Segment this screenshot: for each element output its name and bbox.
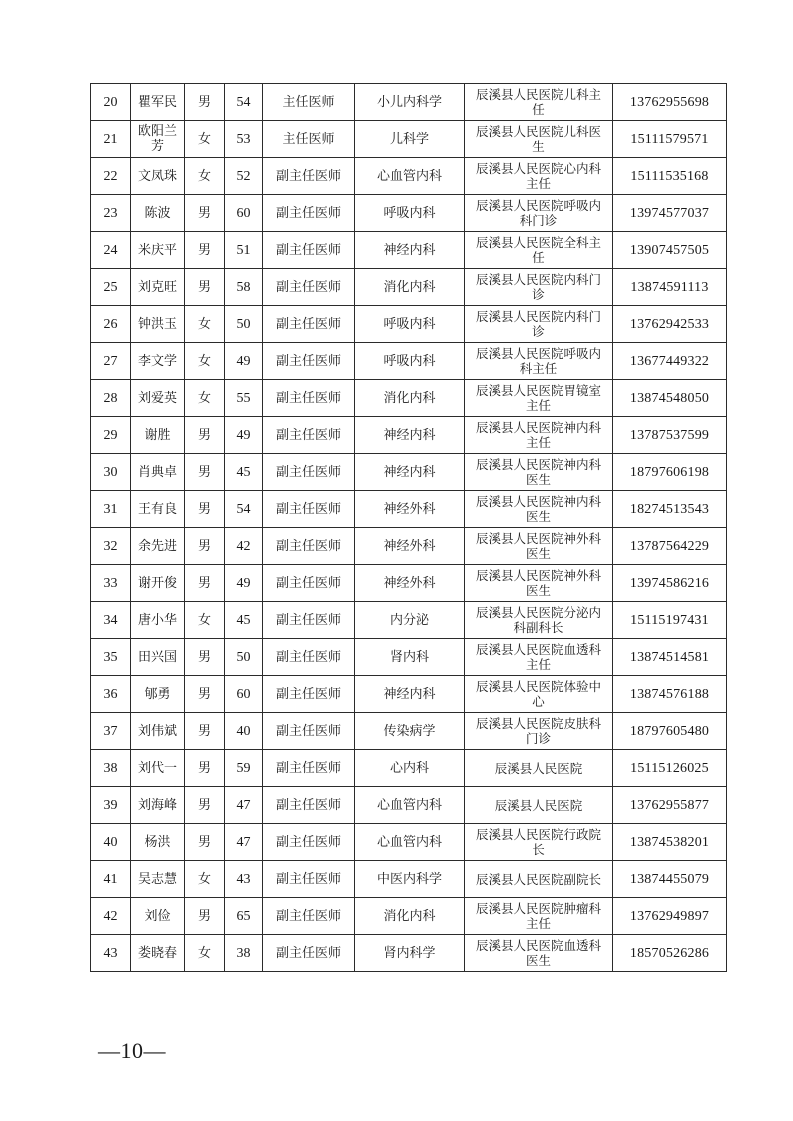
gender-cell: 男 (185, 195, 225, 232)
gender-cell: 男 (185, 639, 225, 676)
age-cell: 43 (225, 861, 263, 898)
title-cell: 副主任医师 (263, 935, 355, 972)
table-row (91, 84, 727, 121)
table-row (91, 491, 727, 528)
gender-cell: 男 (185, 417, 225, 454)
specialty-cell: 神经内科 (355, 232, 465, 269)
name-cell: 杨洪 (131, 824, 185, 861)
table-row (91, 750, 727, 787)
table-row (91, 713, 727, 750)
row-number-cell: 21 (91, 121, 131, 158)
row-number-cell: 20 (91, 84, 131, 121)
table-row (91, 602, 727, 639)
table-body (91, 84, 727, 972)
unit-cell: 辰溪县人民医院皮肤科门诊 (465, 713, 613, 750)
specialty-cell: 心血管内科 (355, 158, 465, 195)
title-cell: 主任医师 (263, 84, 355, 121)
phone-cell: 13762942533 (613, 306, 727, 343)
row-number-cell: 23 (91, 195, 131, 232)
name-cell: 王有良 (131, 491, 185, 528)
gender-cell: 男 (185, 824, 225, 861)
specialty-cell: 小儿内科学 (355, 84, 465, 121)
title-cell: 副主任医师 (263, 824, 355, 861)
phone-cell: 13874591113 (613, 269, 727, 306)
table-row (91, 898, 727, 935)
gender-cell: 男 (185, 84, 225, 121)
phone-cell: 13787564229 (613, 528, 727, 565)
age-cell: 42 (225, 528, 263, 565)
specialty-cell: 神经内科 (355, 417, 465, 454)
age-cell: 40 (225, 713, 263, 750)
unit-cell: 辰溪县人民医院儿科主任 (465, 84, 613, 121)
age-cell: 38 (225, 935, 263, 972)
specialty-cell: 神经外科 (355, 528, 465, 565)
age-cell: 54 (225, 491, 263, 528)
title-cell: 副主任医师 (263, 380, 355, 417)
specialty-cell: 内分泌 (355, 602, 465, 639)
unit-cell: 辰溪县人民医院全科主任 (465, 232, 613, 269)
age-cell: 47 (225, 824, 263, 861)
table-row (91, 528, 727, 565)
name-cell: 郇勇 (131, 676, 185, 713)
row-number-cell: 40 (91, 824, 131, 861)
row-number-cell: 28 (91, 380, 131, 417)
table-row (91, 639, 727, 676)
gender-cell: 男 (185, 676, 225, 713)
row-number-cell: 25 (91, 269, 131, 306)
phone-cell: 18274513543 (613, 491, 727, 528)
gender-cell: 男 (185, 528, 225, 565)
phone-cell: 13874576188 (613, 676, 727, 713)
age-cell: 55 (225, 380, 263, 417)
title-cell: 副主任医师 (263, 750, 355, 787)
table-row (91, 195, 727, 232)
phone-cell: 13762955877 (613, 787, 727, 824)
phone-cell: 13787537599 (613, 417, 727, 454)
gender-cell: 男 (185, 232, 225, 269)
age-cell: 60 (225, 676, 263, 713)
name-cell: 刘海峰 (131, 787, 185, 824)
phone-cell: 13874514581 (613, 639, 727, 676)
row-number-cell: 37 (91, 713, 131, 750)
gender-cell: 女 (185, 380, 225, 417)
phone-cell: 13762955698 (613, 84, 727, 121)
phone-cell: 13974586216 (613, 565, 727, 602)
age-cell: 53 (225, 121, 263, 158)
phone-cell: 15111579571 (613, 121, 727, 158)
row-number-cell: 24 (91, 232, 131, 269)
specialty-cell: 消化内科 (355, 380, 465, 417)
row-number-cell: 34 (91, 602, 131, 639)
row-number-cell: 42 (91, 898, 131, 935)
unit-cell: 辰溪县人民医院神内科主任 (465, 417, 613, 454)
unit-cell: 辰溪县人民医院心内科主任 (465, 158, 613, 195)
age-cell: 45 (225, 602, 263, 639)
gender-cell: 男 (185, 491, 225, 528)
table-row (91, 565, 727, 602)
name-cell: 刘伟斌 (131, 713, 185, 750)
phone-cell: 13762949897 (613, 898, 727, 935)
row-number-cell: 26 (91, 306, 131, 343)
unit-cell: 辰溪县人民医院内科门诊 (465, 306, 613, 343)
specialty-cell: 心血管内科 (355, 787, 465, 824)
row-number-cell: 41 (91, 861, 131, 898)
row-number-cell: 43 (91, 935, 131, 972)
title-cell: 副主任医师 (263, 306, 355, 343)
gender-cell: 男 (185, 269, 225, 306)
row-number-cell: 39 (91, 787, 131, 824)
name-cell: 谢胜 (131, 417, 185, 454)
gender-cell: 女 (185, 861, 225, 898)
unit-cell: 辰溪县人民医院分泌内科副科长 (465, 602, 613, 639)
gender-cell: 女 (185, 121, 225, 158)
title-cell: 副主任医师 (263, 528, 355, 565)
age-cell: 49 (225, 565, 263, 602)
title-cell: 副主任医师 (263, 861, 355, 898)
phone-cell: 13874455079 (613, 861, 727, 898)
gender-cell: 男 (185, 787, 225, 824)
unit-cell: 辰溪县人民医院 (465, 750, 613, 787)
phone-cell: 13677449322 (613, 343, 727, 380)
gender-cell: 男 (185, 750, 225, 787)
row-number-cell: 36 (91, 676, 131, 713)
gender-cell: 男 (185, 454, 225, 491)
row-number-cell: 22 (91, 158, 131, 195)
name-cell: 瞿军民 (131, 84, 185, 121)
name-cell: 刘爱英 (131, 380, 185, 417)
name-cell: 陈波 (131, 195, 185, 232)
specialty-cell: 神经外科 (355, 491, 465, 528)
age-cell: 50 (225, 306, 263, 343)
name-cell: 娄晓春 (131, 935, 185, 972)
table-row (91, 158, 727, 195)
age-cell: 47 (225, 787, 263, 824)
title-cell: 副主任医师 (263, 454, 355, 491)
unit-cell: 辰溪县人民医院副院长 (465, 861, 613, 898)
specialty-cell: 心血管内科 (355, 824, 465, 861)
row-number-cell: 38 (91, 750, 131, 787)
table-row (91, 121, 727, 158)
age-cell: 54 (225, 84, 263, 121)
specialty-cell: 呼吸内科 (355, 343, 465, 380)
gender-cell: 女 (185, 306, 225, 343)
name-cell: 唐小华 (131, 602, 185, 639)
specialty-cell: 呼吸内科 (355, 306, 465, 343)
unit-cell: 辰溪县人民医院神外科医生 (465, 528, 613, 565)
row-number-cell: 35 (91, 639, 131, 676)
age-cell: 65 (225, 898, 263, 935)
title-cell: 副主任医师 (263, 232, 355, 269)
age-cell: 45 (225, 454, 263, 491)
unit-cell: 辰溪县人民医院神内科医生 (465, 491, 613, 528)
name-cell: 李文学 (131, 343, 185, 380)
age-cell: 49 (225, 417, 263, 454)
table-row (91, 343, 727, 380)
unit-cell: 辰溪县人民医院 (465, 787, 613, 824)
name-cell: 欧阳兰芳 (131, 121, 185, 158)
age-cell: 51 (225, 232, 263, 269)
page-number: —10— (98, 1038, 166, 1063)
name-cell: 米庆平 (131, 232, 185, 269)
name-cell: 刘俭 (131, 898, 185, 935)
title-cell: 副主任医师 (263, 158, 355, 195)
table-row (91, 380, 727, 417)
phone-cell: 15111535168 (613, 158, 727, 195)
age-cell: 49 (225, 343, 263, 380)
age-cell: 52 (225, 158, 263, 195)
gender-cell: 女 (185, 602, 225, 639)
specialty-cell: 神经外科 (355, 565, 465, 602)
table-row (91, 676, 727, 713)
name-cell: 肖典卓 (131, 454, 185, 491)
table-row (91, 935, 727, 972)
phone-cell: 13974577037 (613, 195, 727, 232)
unit-cell: 辰溪县人民医院肿瘤科主任 (465, 898, 613, 935)
doctor-roster-table (90, 83, 727, 972)
specialty-cell: 传染病学 (355, 713, 465, 750)
title-cell: 副主任医师 (263, 676, 355, 713)
phone-cell: 13907457505 (613, 232, 727, 269)
unit-cell: 辰溪县人民医院内科门诊 (465, 269, 613, 306)
age-cell: 59 (225, 750, 263, 787)
title-cell: 副主任医师 (263, 639, 355, 676)
age-cell: 60 (225, 195, 263, 232)
table-row (91, 454, 727, 491)
row-number-cell: 33 (91, 565, 131, 602)
specialty-cell: 儿科学 (355, 121, 465, 158)
unit-cell: 辰溪县人民医院血透科主任 (465, 639, 613, 676)
row-number-cell: 30 (91, 454, 131, 491)
specialty-cell: 肾内科 (355, 639, 465, 676)
age-cell: 58 (225, 269, 263, 306)
unit-cell: 辰溪县人民医院呼吸内科门诊 (465, 195, 613, 232)
specialty-cell: 中医内科学 (355, 861, 465, 898)
specialty-cell: 呼吸内科 (355, 195, 465, 232)
phone-cell: 18570526286 (613, 935, 727, 972)
unit-cell: 辰溪县人民医院儿科医生 (465, 121, 613, 158)
title-cell: 副主任医师 (263, 417, 355, 454)
title-cell: 副主任医师 (263, 787, 355, 824)
title-cell: 副主任医师 (263, 565, 355, 602)
name-cell: 刘克旺 (131, 269, 185, 306)
title-cell: 副主任医师 (263, 898, 355, 935)
gender-cell: 男 (185, 713, 225, 750)
unit-cell: 辰溪县人民医院神外科医生 (465, 565, 613, 602)
unit-cell: 辰溪县人民医院呼吸内科主任 (465, 343, 613, 380)
title-cell: 副主任医师 (263, 602, 355, 639)
name-cell: 吴志慧 (131, 861, 185, 898)
unit-cell: 辰溪县人民医院胃镜室主任 (465, 380, 613, 417)
name-cell: 钟洪玉 (131, 306, 185, 343)
title-cell: 副主任医师 (263, 343, 355, 380)
table-row (91, 824, 727, 861)
phone-cell: 15115126025 (613, 750, 727, 787)
name-cell: 刘代一 (131, 750, 185, 787)
specialty-cell: 消化内科 (355, 269, 465, 306)
specialty-cell: 消化内科 (355, 898, 465, 935)
name-cell: 田兴国 (131, 639, 185, 676)
unit-cell: 辰溪县人民医院血透科医生 (465, 935, 613, 972)
title-cell: 主任医师 (263, 121, 355, 158)
title-cell: 副主任医师 (263, 195, 355, 232)
gender-cell: 女 (185, 343, 225, 380)
table-row (91, 787, 727, 824)
specialty-cell: 心内科 (355, 750, 465, 787)
phone-cell: 15115197431 (613, 602, 727, 639)
name-cell: 文凤珠 (131, 158, 185, 195)
row-number-cell: 32 (91, 528, 131, 565)
specialty-cell: 神经内科 (355, 454, 465, 491)
gender-cell: 女 (185, 935, 225, 972)
name-cell: 余先进 (131, 528, 185, 565)
phone-cell: 13874548050 (613, 380, 727, 417)
title-cell: 副主任医师 (263, 269, 355, 306)
gender-cell: 男 (185, 898, 225, 935)
table-row (91, 269, 727, 306)
row-number-cell: 29 (91, 417, 131, 454)
table-row (91, 417, 727, 454)
phone-cell: 13874538201 (613, 824, 727, 861)
unit-cell: 辰溪县人民医院神内科医生 (465, 454, 613, 491)
unit-cell: 辰溪县人民医院行政院长 (465, 824, 613, 861)
gender-cell: 男 (185, 565, 225, 602)
name-cell: 谢开俊 (131, 565, 185, 602)
gender-cell: 女 (185, 158, 225, 195)
phone-cell: 18797605480 (613, 713, 727, 750)
specialty-cell: 神经内科 (355, 676, 465, 713)
specialty-cell: 肾内科学 (355, 935, 465, 972)
table-row (91, 306, 727, 343)
table-row (91, 861, 727, 898)
age-cell: 50 (225, 639, 263, 676)
row-number-cell: 31 (91, 491, 131, 528)
title-cell: 副主任医师 (263, 491, 355, 528)
unit-cell: 辰溪县人民医院体验中心 (465, 676, 613, 713)
table-row (91, 232, 727, 269)
title-cell: 副主任医师 (263, 713, 355, 750)
row-number-cell: 27 (91, 343, 131, 380)
phone-cell: 18797606198 (613, 454, 727, 491)
